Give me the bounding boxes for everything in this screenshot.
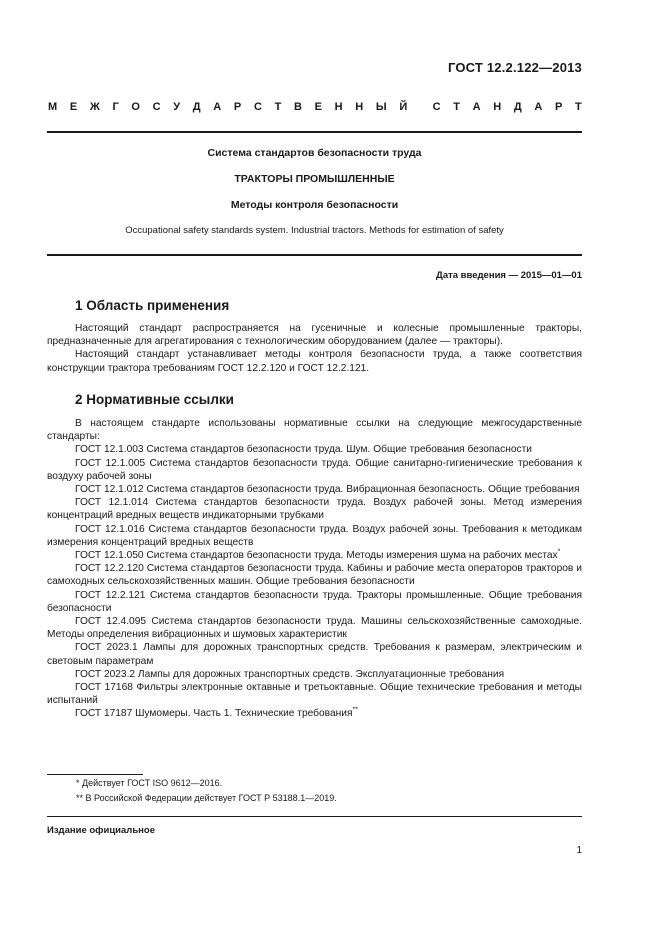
reference-text: ГОСТ 12.1.005 Система стандартов безопасности труда. Общие санитарно-гигиенические требования к воздуху рабочей зоны [47,457,582,482]
reference-item [47,589,582,615]
reference-text: ГОСТ 12.1.050 Система стандартов безопасности труда. Методы измерения шума на рабочих местах [75,550,558,562]
reference-text: ГОСТ 12.2.120 Система стандартов безопасности труда. Кабины и рабочие места операторов тракторов и самоходных сельскохозяйственных машин. Общие требования безопасности [47,563,582,588]
reference-text: ГОСТ 12.1.003 Система стандартов безопасности труда. Шум. Общие требования безопасности [75,444,532,456]
footnote-mark: * [557,548,561,556]
introduction-date: Дата введения — 2015—01—01 [436,270,582,281]
reference-text: ГОСТ 12.2.121 Система стандартов безопасности труда. Тракторы промышленные. Общие требования безопасности [47,589,582,614]
banner-letter: Р [554,101,563,113]
reference-item [47,681,582,707]
reference-item [47,496,582,522]
banner-letter: Т [575,101,582,113]
header-rule [47,131,582,133]
reference-text: ГОСТ 12.4.095 Система стандартов безопасности труда. Машины сельскохозяйственные самоходные. Методы определения вибрационных и шумовых характеристик [47,616,582,641]
section-1-text [47,322,582,375]
banner-letter: С [432,101,441,113]
reference-item [47,523,582,549]
reference-item [47,707,582,720]
footer-rule [47,816,582,817]
reference-text: ГОСТ 12.1.016 Система стандартов безопасности труда. Воздух рабочей зоны. Требования к методикам измерения концентраций вредных веществ [47,523,582,548]
reference-text: ГОСТ 2023.2 Лампы для дорожных транспортных средств. Эксплуатационные требования [75,668,505,680]
footnote-1: * Действует ГОСТ ISO 9612—2016. [76,778,223,788]
banner-letter: О [131,101,140,113]
footnote-rule [47,774,143,775]
banner-letter: Н [355,101,364,113]
reference-item [47,668,582,681]
english-title: Occupational safety standards system. Industrial tractors. Methods for estimation of safety [125,225,504,236]
paragraph: Настоящий стандарт распространяется на гусеничные и колесные промышленные тракторы, предназначенные для агрегатирования с технологическим оборудованием (далее — тракторы). [47,323,582,348]
reference-list [47,443,582,720]
banner-letter: Т [274,101,282,113]
page-number: 1 [576,845,582,856]
reference-item [47,641,582,667]
banner-letter: Д [513,101,522,113]
reference-item [47,549,582,562]
banner-letter: Е [69,101,78,113]
banner-letter: С [152,101,161,113]
banner-letter: Р [233,101,242,113]
references-intro: В настоящем стандарте использованы нормативные ссылки на следующие межгосударственные стандарты: [47,418,582,443]
banner-letter: В [293,101,302,113]
normative-references [47,417,582,721]
reference-text: ГОСТ 12.1.012 Система стандартов безопасности труда. Вибрационная безопасность. Общие требования [75,484,580,496]
banner-letter: А [213,101,222,113]
banner-letter: Ы [375,101,387,113]
reference-item [47,443,582,456]
banner-letter: Е [314,101,322,113]
section-2-heading: 2 Нормативные ссылки [75,392,234,407]
banner-letter: С [253,101,262,113]
banner-letter: Г [112,101,119,113]
footnote-mark: ** [352,707,358,715]
reference-item [47,562,582,588]
reference-item [47,615,582,641]
document-title: ТРАКТОРЫ ПРОМЫШЛЕННЫЕ [234,173,395,185]
banner-letter: М [48,101,58,113]
interstate-standard-banner [48,101,582,113]
reference-item [47,483,582,496]
reference-text: ГОСТ 2023.1 Лампы для дорожных транспортных средств. Требования к размерам, электрическим и световым параметрам [47,642,582,667]
banner-letter: Д [192,101,201,113]
standards-system-title: Система стандартов безопасности труда [207,147,422,159]
reference-text: ГОСТ 17187 Шумомеры. Часть 1. Технические требования [75,708,353,720]
banner-letter: Ж [89,101,100,113]
footnote-2: ** В Российской Федерации действует ГОСТ Р 53188.1—2019. [76,793,337,803]
paragraph: Настоящий стандарт устанавливает методы контроля безопасности труда, а также соответствия конструкции трактора требованиям ГОСТ 12.2.120 и ГОСТ 12.2.121. [47,349,582,374]
reference-item [47,457,582,483]
reference-text: ГОСТ 12.1.014 Система стандартов безопасности труда. Воздух рабочей зоны. Метод измерения концентраций вредных веществ индикаторными трубками [47,497,582,522]
section-1-heading: 1 Область применения [75,298,230,313]
reference-text: ГОСТ 17168 Фильтры электронные октавные и третьоктавные. Общие технические требования и методы испытаний [47,682,582,707]
banner-letter: Й [399,101,408,113]
banner-letter: А [534,101,543,113]
document-subtitle: Методы контроля безопасности [230,199,399,211]
official-edition-label: Издание официальное [47,825,155,836]
banner-letter: Н [334,101,343,113]
title-rule [47,254,582,256]
banner-letter: А [472,101,481,113]
banner-letter: Т [453,101,460,113]
banner-letter: У [173,101,181,113]
document-number: ГОСТ 12.2.122—2013 [447,60,582,75]
banner-letter: Н [493,101,502,113]
